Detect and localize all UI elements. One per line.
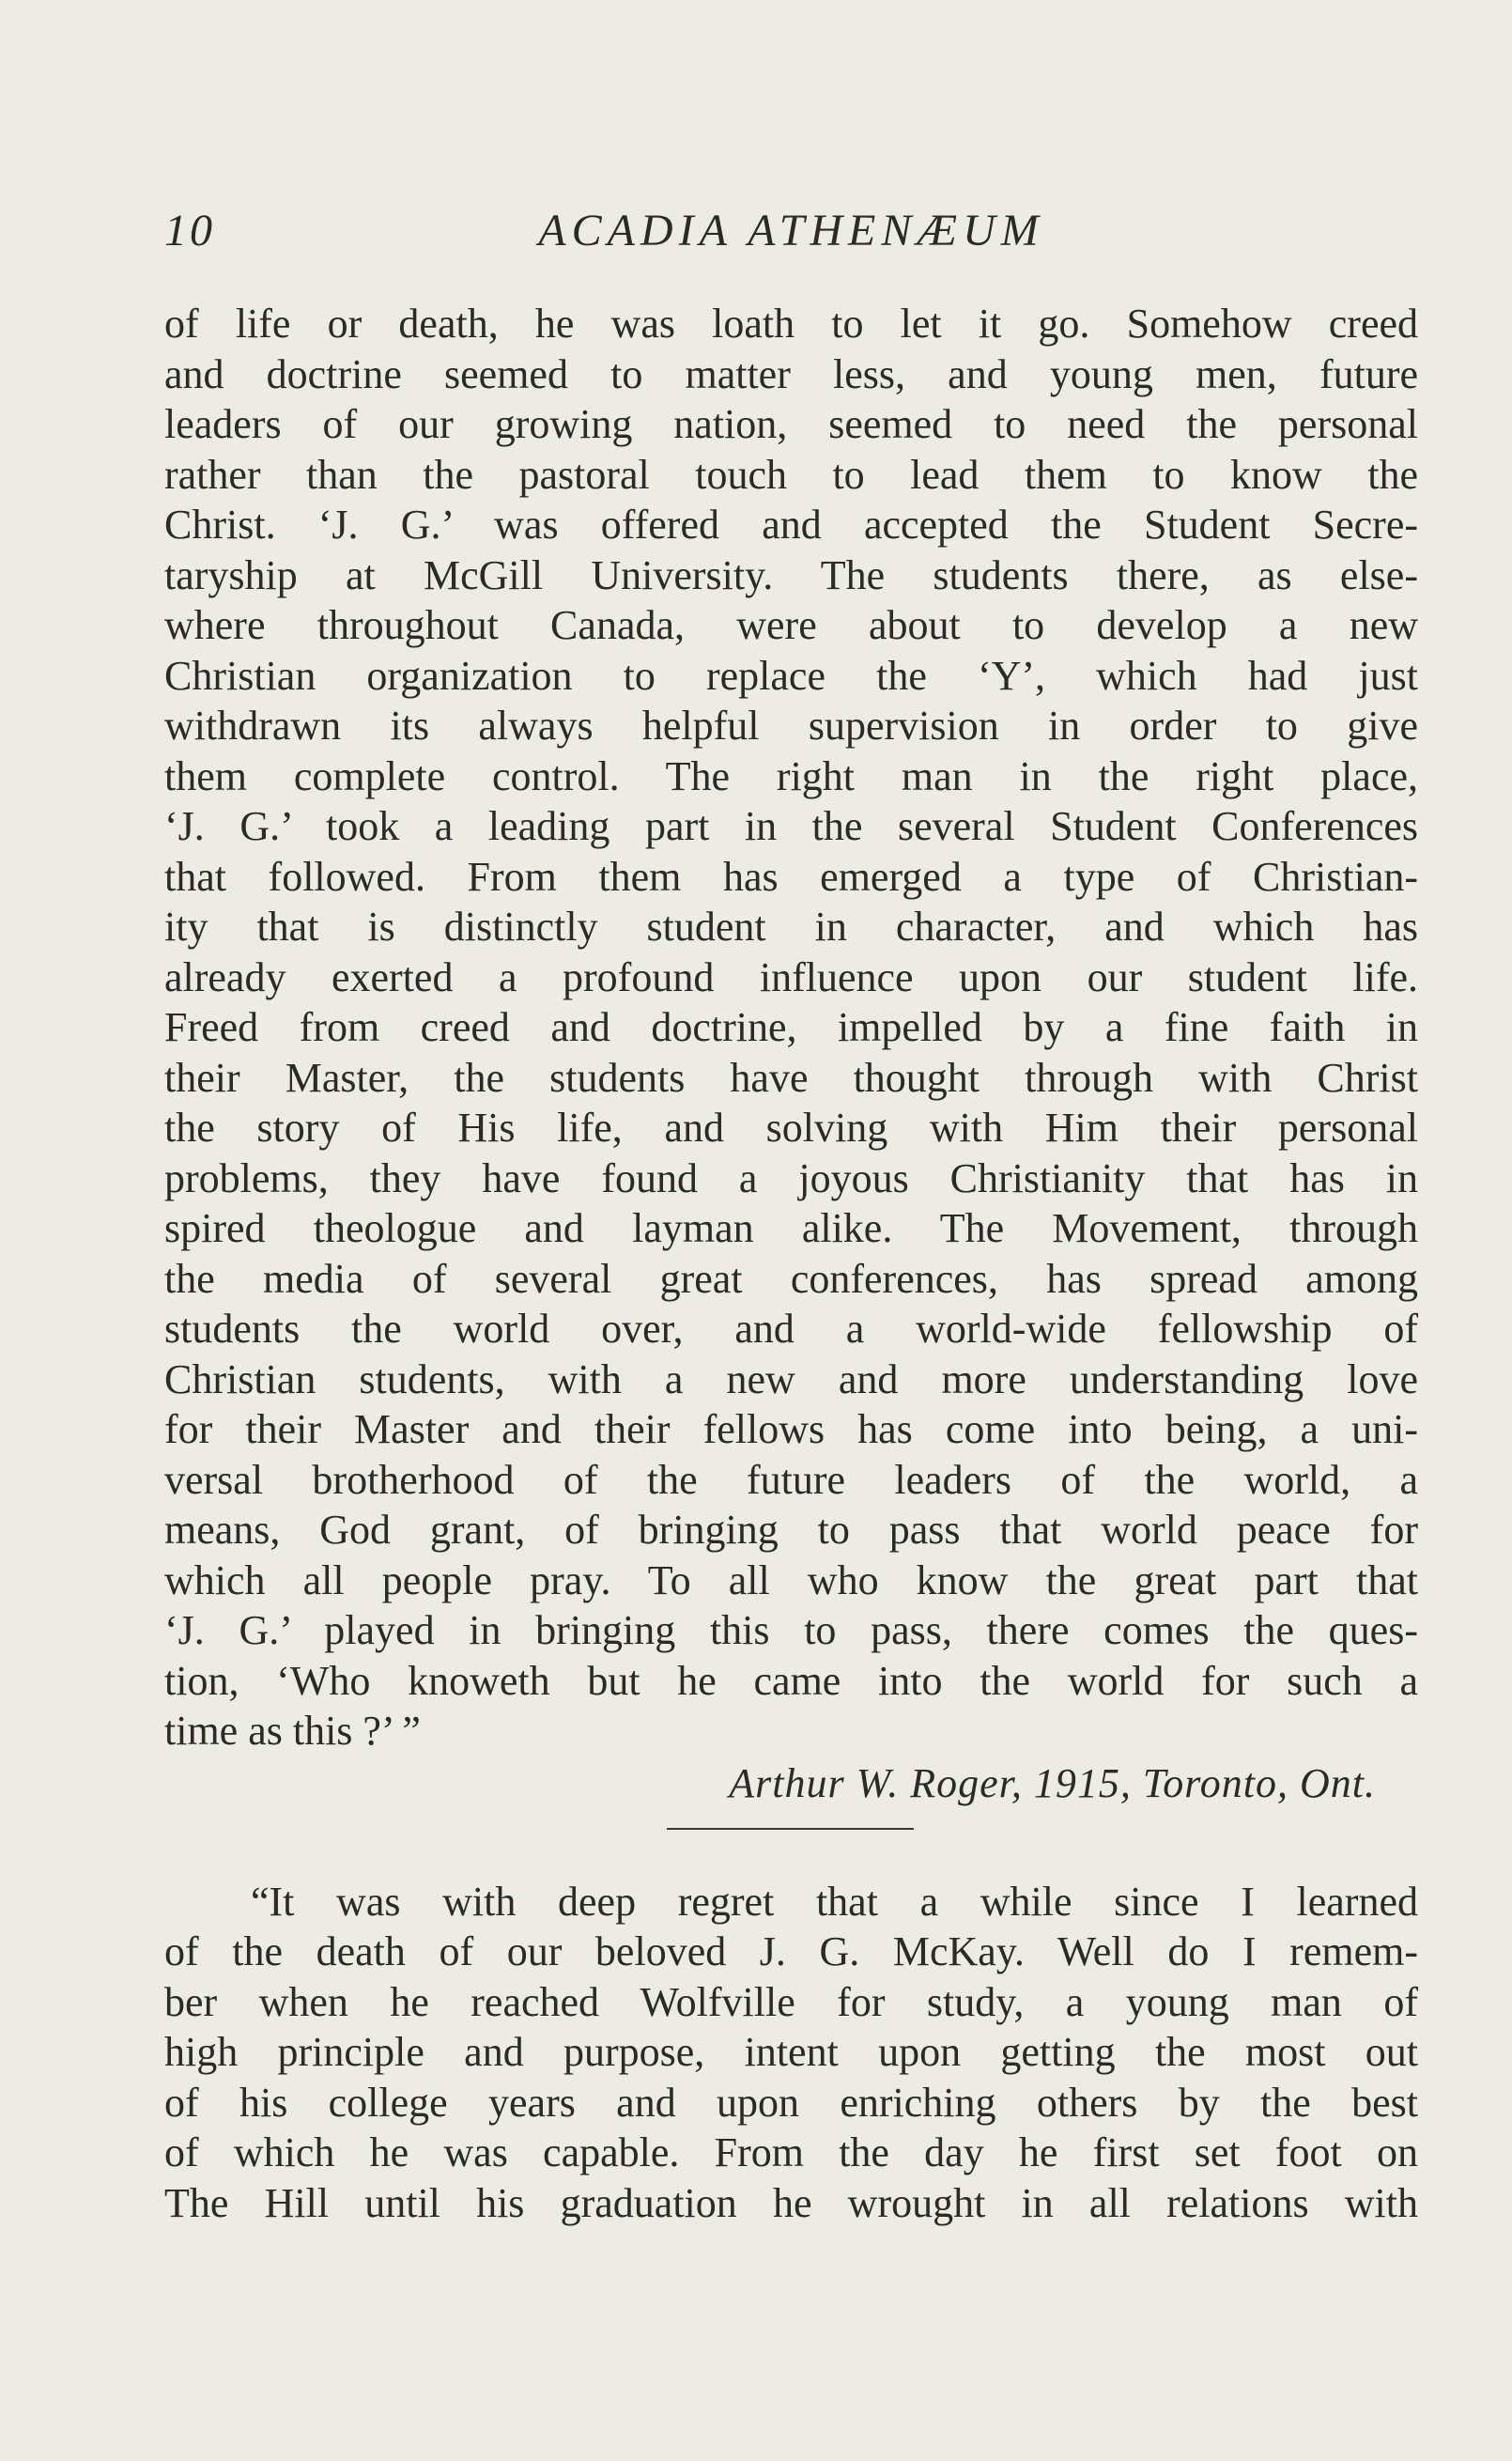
- running-head: [164, 205, 1418, 261]
- text-line: problems, they have found a joyous Christianity that has in: [164, 1154, 1418, 1201]
- text-line: of which he was capable. From the day he first set foot on: [164, 2129, 1418, 2175]
- text-line: Christ. ‘J. G.’ was offered and accepted the Student Secre-: [164, 502, 1418, 548]
- text-line: ‘J. G.’ took a leading part in the several Student Conferences: [164, 803, 1418, 849]
- journal-title: ACADIA ATHENÆUM: [538, 206, 1044, 255]
- text-line: ity that is distinctly student in character, and which has: [164, 904, 1418, 950]
- text-line: Christian organization to replace the ‘Y’, which had just: [164, 652, 1418, 699]
- text-line: “It was with deep regret that a while since I learned: [251, 1878, 1418, 1925]
- text-line: leaders of our growing nation, seemed to need the personal: [164, 401, 1418, 447]
- text-line: rather than the pastoral touch to lead them to know the: [164, 451, 1418, 498]
- text-line: spired theologue and layman alike. The Movement, through: [164, 1205, 1418, 1251]
- text-line: the media of several great conferences, has spread among: [164, 1255, 1418, 1302]
- text-line: which all people pray. To all who know the great part that: [164, 1556, 1418, 1603]
- text-line: Freed from creed and doctrine, impelled by a fine faith in: [164, 1004, 1418, 1050]
- section-divider: [667, 1828, 914, 1830]
- text-line: of life or death, he was loath to let it go. Somehow creed: [164, 301, 1418, 347]
- page-number: 10: [164, 206, 215, 255]
- text-line: The Hill until his graduation he wrought in all relations with: [164, 2179, 1418, 2226]
- body-text: [164, 299, 1418, 2228]
- text-line: that followed. From them has emerged a type of Christian-: [164, 853, 1418, 900]
- text-line: the story of His life, and solving with Him their personal: [164, 1105, 1418, 1151]
- text-line: tion, ‘Who knoweth but he came into the world for such a: [164, 1657, 1418, 1704]
- text-line: means, God grant, of bringing to pass that world peace for: [164, 1507, 1418, 1553]
- text-line: high principle and purpose, intent upon getting the most out: [164, 2029, 1418, 2075]
- text-line: for their Master and their fellows has come into being, a uni-: [164, 1406, 1418, 1452]
- text-line: of his college years and upon enriching others by the best: [164, 2079, 1418, 2126]
- text-line: versal brotherhood of the future leaders of the world, a: [164, 1456, 1418, 1503]
- text-line: withdrawn its always helpful supervision in order to give: [164, 703, 1418, 749]
- text-line: time as this ?’ ”: [164, 1708, 421, 1754]
- text-line: of the death of our beloved J. G. McKay. Well do I remem-: [164, 1928, 1418, 1974]
- text-line: and doctrine seemed to matter less, and young men, future: [164, 350, 1418, 397]
- text-line: ‘J. G.’ played in bringing this to pass, there comes the ques-: [164, 1607, 1418, 1653]
- text-line: Christian students, with a new and more understanding love: [164, 1355, 1418, 1402]
- text-line: already exerted a profound influence upon our student life.: [164, 953, 1418, 1000]
- text-line: students the world over, and a world-wide fellowship of: [164, 1306, 1418, 1352]
- text-line: their Master, the students have thought through with Christ: [164, 1054, 1418, 1101]
- paragraph-second-letter: [164, 1877, 1418, 2229]
- author-signature: Arthur W. Roger, 1915, Toronto, Ont.: [729, 1759, 1376, 1806]
- text-line: taryship at McGill University. The students there, as else-: [164, 551, 1418, 598]
- text-line: ber when he reached Wolfville for study, a young man of: [164, 1978, 1418, 2025]
- paragraph-roger-letter: [164, 299, 1418, 1811]
- text-line: where throughout Canada, were about to develop a new: [164, 602, 1418, 648]
- text-line: them complete control. The right man in the right place,: [164, 752, 1418, 799]
